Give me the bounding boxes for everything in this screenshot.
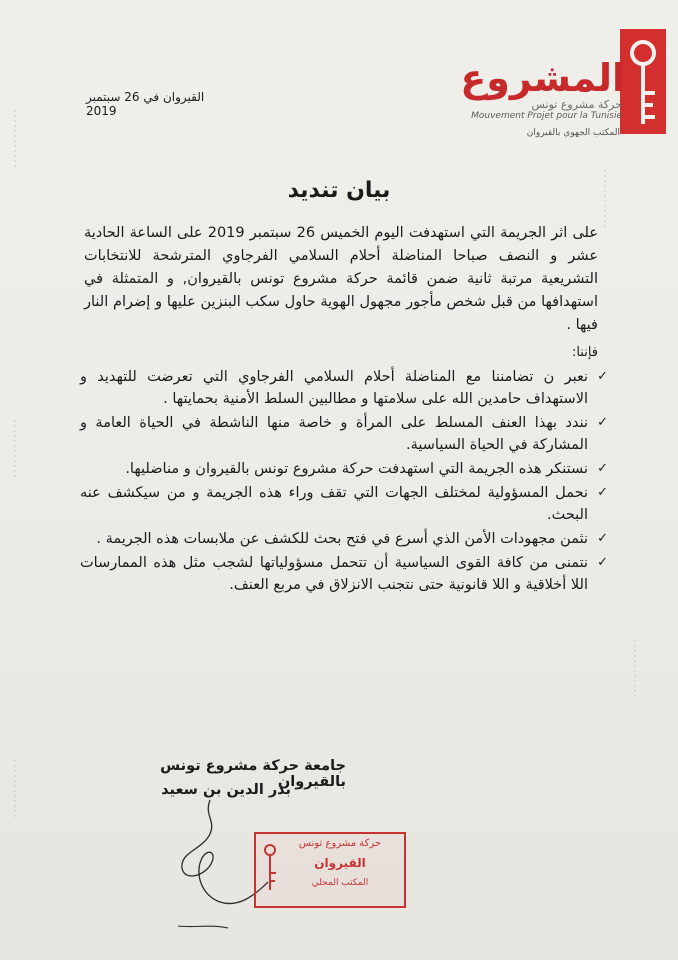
intro-paragraph: على اثر الجريمة التي استهدفت اليوم الخميس 26 سبتمبر 2019 على الساعة الحادية عشر و النصف صباحا المناضلة أحلام السلامي الفرجاوي المترشحة للانتخابات التشريعية مرتبة ثانية ضمن قائمة حركة مشروع تونس بالقيروان, و المتمثلة في استهدافها من قبل شخص مأجور مجهول الهوية حاول سكب البنزين عليها و إضرام النار فيها . xyxy=(84,225,598,333)
statement-point: ✓ نتمنى من كافة القوى السياسية أن تتحمل مسؤولياتها لشجب مثل هذه الممارسات اللا أخلاقية و اللا قانونية حتى نتجنب الانزلاق في مربع العنف. xyxy=(80,552,608,596)
logo-subtitle-arabic: حركة مشروع تونس xyxy=(531,98,622,111)
checkmark-icon: ✓ xyxy=(597,485,608,500)
therefore-label: فإننا: xyxy=(571,345,598,360)
stamp-line-1: حركة مشروع تونس xyxy=(298,838,382,849)
watermark-mark xyxy=(10,760,20,820)
document-date: القيروان في 26 سبتمبر 2019 xyxy=(86,90,205,118)
checkmark-icon: ✓ xyxy=(597,369,608,384)
checkmark-icon: ✓ xyxy=(597,555,608,570)
statement-point: ✓ نحمل المسؤولية لمختلف الجهات التي تقف وراء هذه الجريمة و من سيكشف عنه البحث. xyxy=(80,482,608,526)
statement-point: ✓ نعبر ن تضامننا مع المناضلة أحلام السلامي الفرجاوي التي تعرضت للتهديد و الاستهداف حامدين الله على سلامتها و مطالبين السلط الأمنية بحمايتها . xyxy=(80,366,608,410)
signatory-name: بدر الدين بن سعيد xyxy=(161,782,291,798)
signatory-organization: جامعة حركة مشروع تونس بالقيروان xyxy=(160,758,346,790)
watermark-mark xyxy=(10,420,20,480)
checkmark-icon: ✓ xyxy=(597,415,608,430)
statement-points-list xyxy=(80,366,608,598)
statement-point: ✓ نثمن مجهودات الأمن الذي أسرع في فتح بحث للكشف عن ملابسات هذه الجريمة . xyxy=(80,528,608,550)
watermark-mark xyxy=(630,640,640,700)
stamp-key-icon xyxy=(262,842,278,894)
stamp-line-2: القيروان xyxy=(314,856,366,870)
stamp-line-3: المكتب المحلي xyxy=(311,878,369,888)
checkmark-icon: ✓ xyxy=(597,531,608,546)
checkmark-icon: ✓ xyxy=(597,461,608,476)
logo-subtitle-french: Mouvement Projet pour la Tunisie xyxy=(471,111,622,121)
statement-title: بيان تنديد xyxy=(287,178,391,203)
key-logo-icon xyxy=(620,29,666,134)
statement-point: ✓ نستنكر هذه الجريمة التي استهدفت حركة مشروع تونس بالقيروان و مناضليها. xyxy=(80,458,608,480)
watermark-mark xyxy=(600,170,610,230)
statement-point: ✓ نندد بهذا العنف المسلط على المرأة و خاصة منها الناشطة في الحياة العامة و المشاركة في الحياة السياسية. xyxy=(80,412,608,456)
logo-wordmark: المشروع xyxy=(460,56,625,100)
watermark-mark xyxy=(10,110,20,170)
regional-office-label: المكتب الجهوي بالقيروان xyxy=(526,128,620,138)
